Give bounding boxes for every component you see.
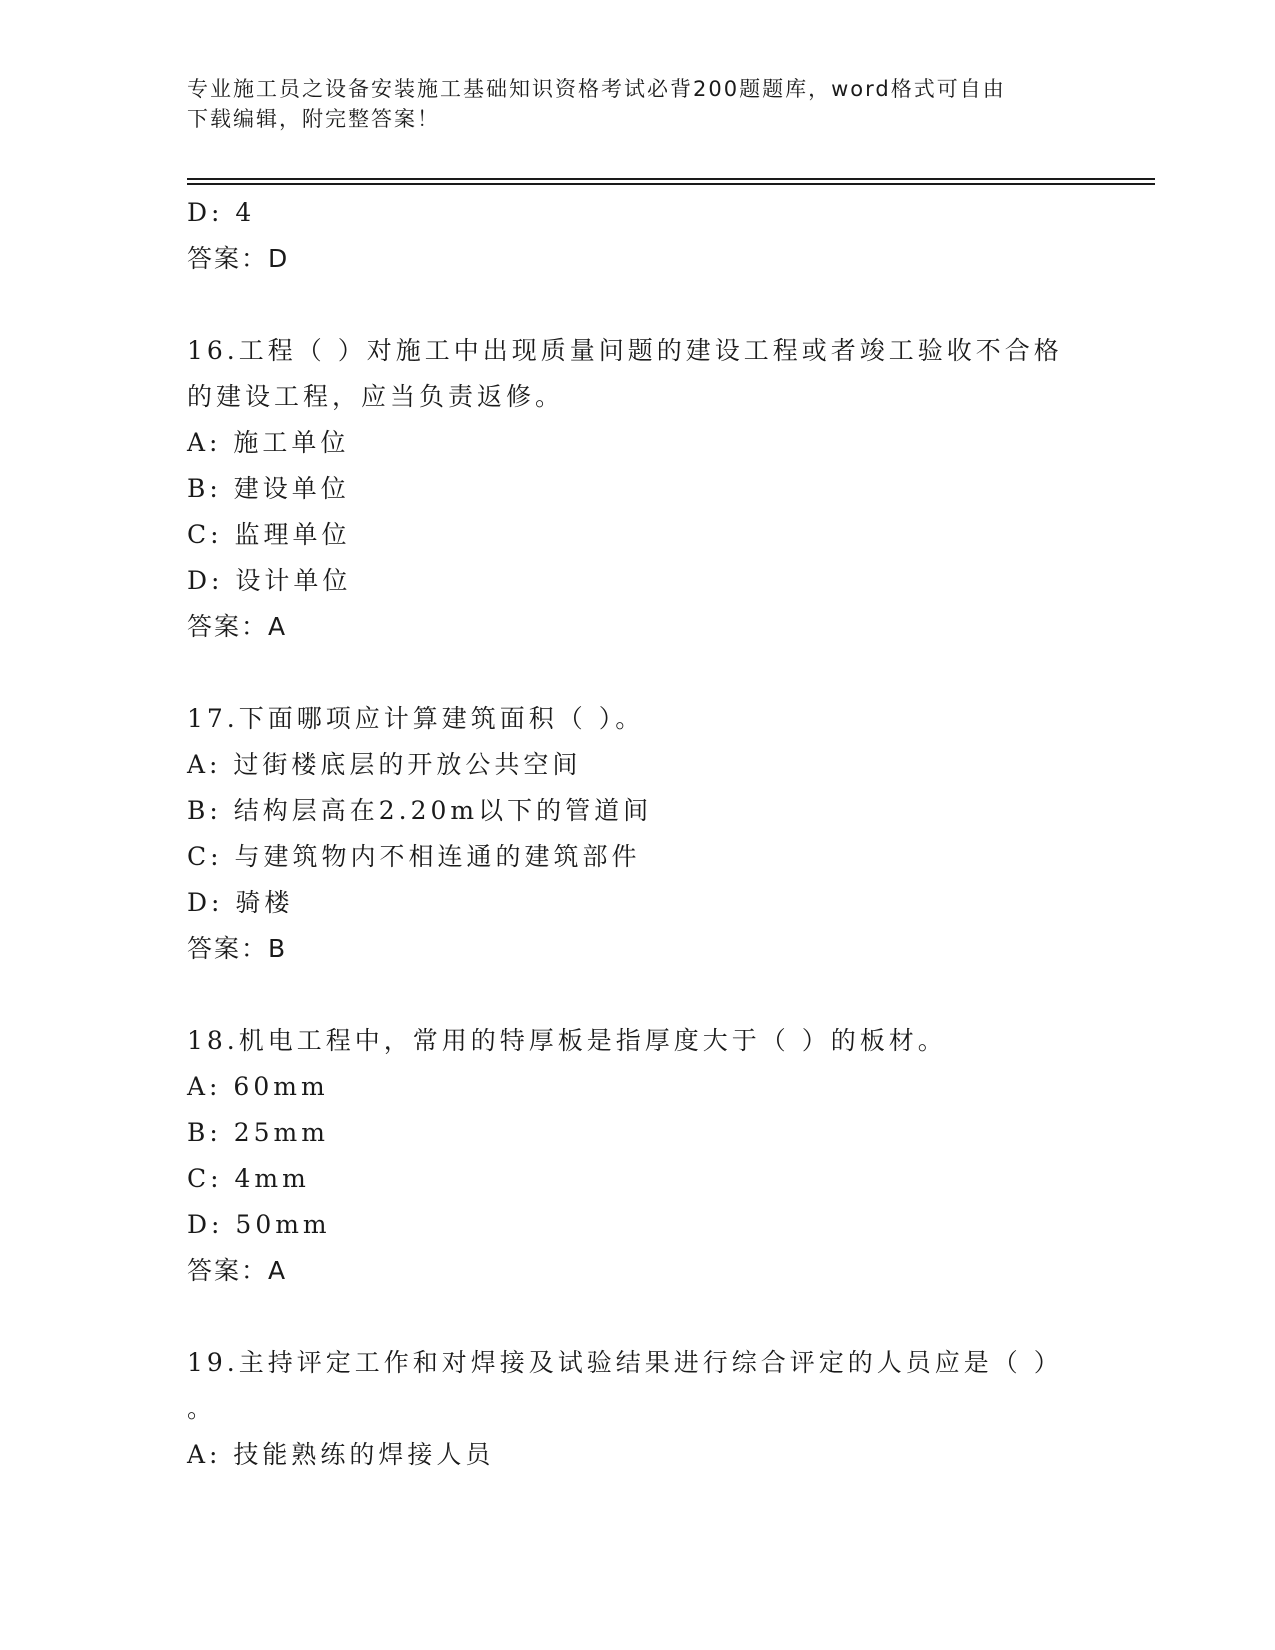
question-16-option-c: C: 监理单位 [187, 520, 351, 549]
question-17-text-1: 17.下面哪项应计算建筑面积（ ）。 [187, 704, 645, 733]
question-17-answer: 答案：B [187, 934, 288, 963]
spacer [187, 972, 1067, 1018]
question-16-text-1: 16.工程（ ）对施工中出现质量问题的建设工程或者竣工验收不合格 [187, 336, 1063, 365]
spacer [187, 282, 1067, 328]
question-17 [187, 696, 1067, 972]
question-16-option-d: D: 设计单位 [187, 566, 352, 595]
question-16-text-2: 的建设工程，应当负责返修。 [187, 382, 565, 411]
prev-option-d: D: 4 [187, 198, 256, 227]
question-18-option-a: A: 60mm [187, 1072, 329, 1101]
question-18-option-d: D: 50mm [187, 1210, 331, 1239]
question-16 [187, 328, 1067, 650]
spacer [187, 1294, 1067, 1340]
question-19-option-a: A: 技能熟练的焊接人员 [187, 1440, 495, 1469]
question-19 [187, 1340, 1067, 1478]
question-list [187, 190, 1067, 1478]
document-header [187, 74, 1067, 134]
header-divider-top [187, 178, 1155, 180]
question-18-option-c: C: 4mm [187, 1164, 310, 1193]
header-divider-bottom [187, 183, 1155, 185]
question-18-option-b: B: 25mm [187, 1118, 329, 1147]
question-17-option-c: C: 与建筑物内不相连通的建筑部件 [187, 842, 641, 871]
question-19-text-2: 。 [187, 1394, 217, 1423]
question-16-option-b: B: 建设单位 [187, 474, 350, 503]
question-16-option-a: A: 施工单位 [187, 428, 350, 457]
question-17-option-d: D: 骑楼 [187, 888, 294, 917]
header-line-1: 专业施工员之设备安装施工基础知识资格考试必背200题题库，word格式可自由 [187, 77, 1006, 101]
header-line-2: 下载编辑，附完整答案！ [187, 107, 440, 131]
prev-answer: 答案：D [187, 244, 290, 273]
question-19-text-1: 19.主持评定工作和对焊接及试验结果进行综合评定的人员应是（ ） [187, 1348, 1063, 1377]
spacer [187, 650, 1067, 696]
question-16-answer: 答案：A [187, 612, 288, 641]
question-17-option-a: A: 过街楼底层的开放公共空间 [187, 750, 582, 779]
question-18-text-1: 18.机电工程中，常用的特厚板是指厚度大于（ ）的板材。 [187, 1026, 947, 1055]
question-17-option-b: B: 结构层高在2.20m以下的管道间 [187, 796, 653, 825]
question-18-answer: 答案：A [187, 1256, 288, 1285]
question-18 [187, 1018, 1067, 1294]
